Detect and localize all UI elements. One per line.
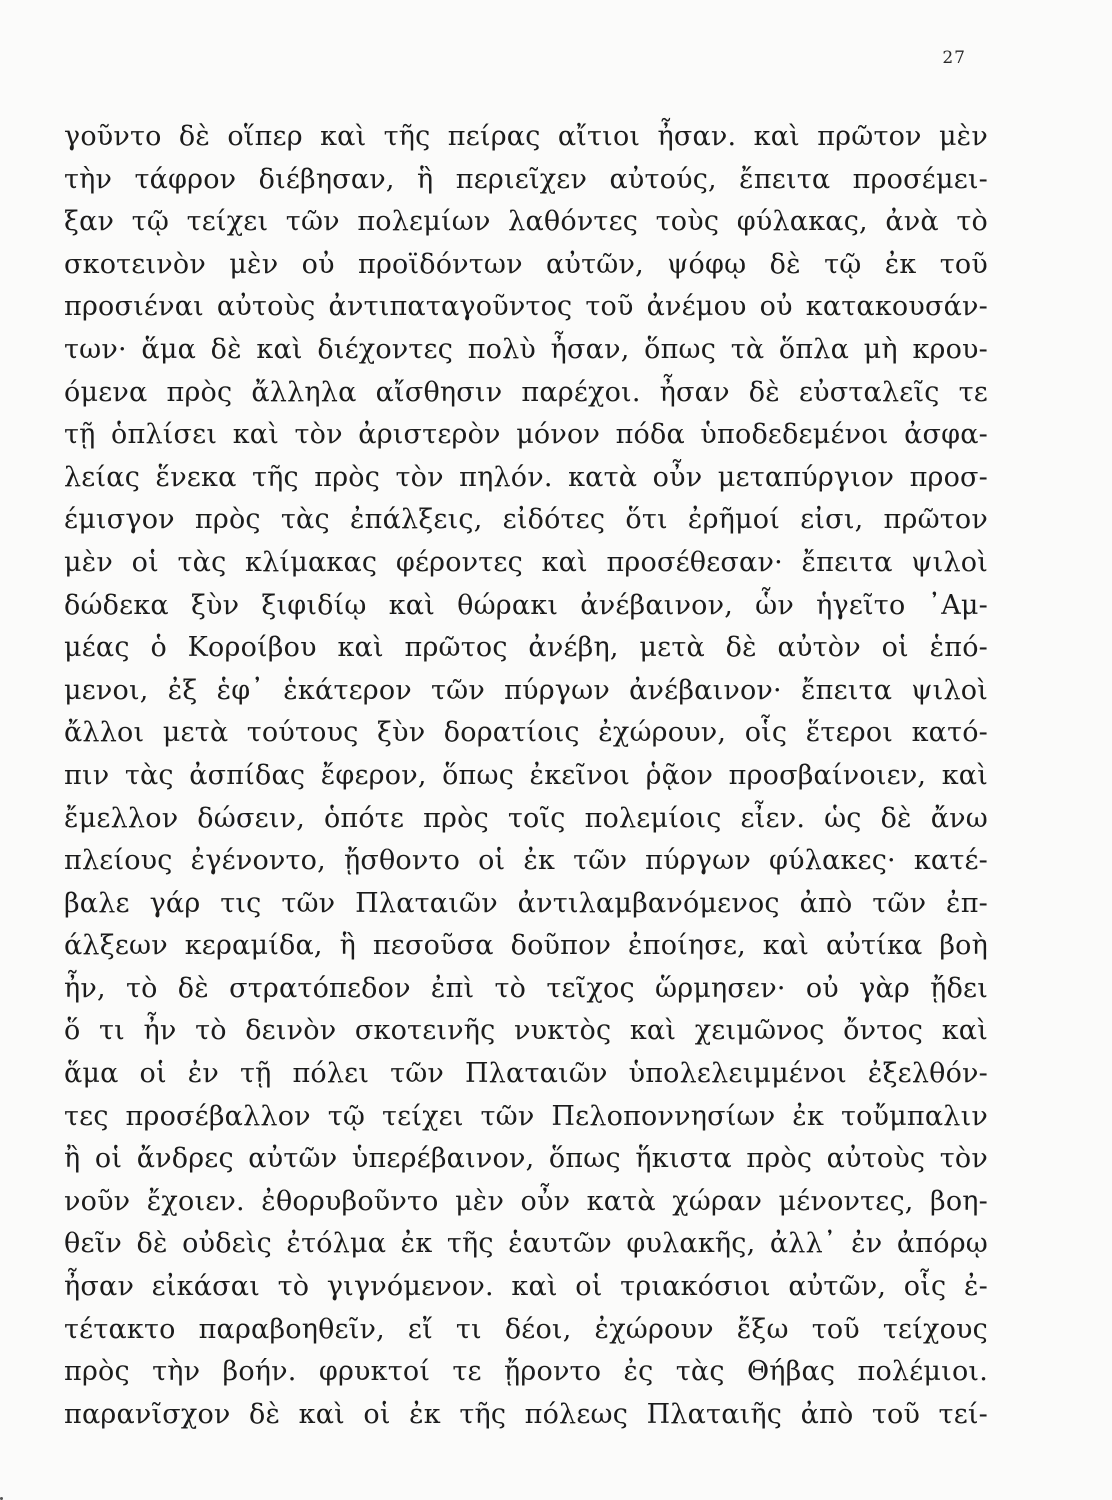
text-line: έμισγον πρὸς τὰς ἐπάλξεις, εἰδότες ὅτι ἐρῆμοί εἰσι, πρῶτον xyxy=(64,504,988,536)
text-line: τες προσέβαλλον τῷ τείχει τῶν Πελοποννησίων ἐκ τοὔμπαλιν xyxy=(64,1100,988,1132)
text-line: θεῖν δὲ οὐδεὶς ἐτόλμα ἐκ τῆς ἑαυτῶν φυλακῆς, ἀλλ᾿ ἐν ἀπόρῳ xyxy=(64,1228,988,1260)
text-line: δώδεκα ξὺν ξιφιδίῳ καὶ θώρακι ἀνέβαινον, ὧν ἡγεῖτο ᾿Αμ- xyxy=(64,589,988,621)
text-line: πλείους ἐγένοντο, ᾔσθοντο οἱ ἐκ τῶν πύργων φύλακες· κατέ- xyxy=(64,845,988,877)
text-line: ξαν τῷ τείχει τῶν πολεμίων λαθόντες τοὺς φύλακας, ἀνὰ τὸ xyxy=(64,206,988,238)
text-line: τέτακτο παραβοηθεῖν, εἴ τι δέοι, ἐχώρουν ἔξω τοῦ τείχους xyxy=(64,1313,988,1345)
text-line: προσιέναι αὐτοὺς ἀντιπαταγοῦντος τοῦ ἀνέμου οὐ κατακουσάν- xyxy=(64,291,988,323)
text-line: πιν τὰς ἀσπίδας ἔφερον, ὅπως ἐκεῖνοι ῥᾷον προσβαίνοιεν, καὶ xyxy=(64,759,988,791)
text-line: πρὸς τὴν βοήν. φρυκτοί τε ᾔροντο ἐς τὰς Θήβας πολέμιοι. xyxy=(64,1356,988,1388)
text-line: ἦσαν εἰκάσαι τὸ γιγνόμενον. καὶ οἱ τριακόσιοι αὐτῶν, οἷς ἐ- xyxy=(64,1271,988,1303)
text-line: νοῦν ἔχοιεν. ἐθορυβοῦντο μὲν οὖν κατὰ χώραν μένοντες, βοη- xyxy=(64,1185,988,1217)
text-line: όμενα πρὸς ἄλληλα αἴσθησιν παρέχοι. ἦσαν δὲ εὐσταλεῖς τε xyxy=(64,376,988,408)
text-line: παρανῖσχον δὲ καὶ οἱ ἐκ τῆς πόλεως Πλαταιῆς ἀπὸ τοῦ τεί- xyxy=(64,1398,988,1430)
text-line: ἅμα οἱ ἐν τῇ πόλει τῶν Πλαταιῶν ὑπολελειμμένοι ἐξελθόν- xyxy=(64,1058,988,1090)
text-line: ὅ τι ἦν τὸ δεινὸν σκοτεινῆς νυκτὸς καὶ χειμῶνος ὄντος καὶ xyxy=(64,1015,988,1047)
text-line: βαλε γάρ τις τῶν Πλαταιῶν ἀντιλαμβανόμενος ἀπὸ τῶν ἐπ- xyxy=(64,887,988,919)
text-line: ἦν, τὸ δὲ στρατόπεδον ἐπὶ τὸ τεῖχος ὥρμησεν· οὐ γὰρ ᾔδει xyxy=(64,972,988,1004)
text-line: των· ἅμα δὲ καὶ διέχοντες πολὺ ἦσαν, ὅπως τὰ ὅπλα μὴ κρου- xyxy=(64,333,988,365)
text-line: γοῦντο δὲ οἵπερ καὶ τῆς πείρας αἴτιοι ἦσαν. καὶ πρῶτον μὲν xyxy=(64,121,988,152)
text-line: μὲν οἱ τὰς κλίμακας φέροντες καὶ προσέθεσαν· ἔπειτα ψιλοὶ xyxy=(64,546,988,578)
text-line: ἄλλοι μετὰ τούτους ξὺν δορατίοις ἐχώρουν, οἷς ἕτεροι κατό- xyxy=(64,717,988,749)
text-line: ἔμελλον δώσειν, ὁπότε πρὸς τοῖς πολεμίοις εἶεν. ὡς δὲ ἄνω xyxy=(64,802,988,834)
text-line: μέας ὁ Κοροίβου καὶ πρῶτος ἀνέβη, μετὰ δὲ αὐτὸν οἱ ἑπό- xyxy=(64,632,988,664)
text-line: άλξεων κεραμίδα, ἣ πεσοῦσα δοῦπον ἐποίησε, καὶ αὐτίκα βοὴ xyxy=(64,930,988,962)
text-line: τὴν τάφρον διέβησαν, ἣ περιεῖχεν αὐτούς, ἔπειτα προσέμει- xyxy=(64,163,988,195)
text-line: μενοι, ἐξ ἑφ᾿ ἑκάτερον τῶν πύργων ἀνέβαινον· ἔπειτα ψιλοὶ xyxy=(64,674,988,706)
body-text xyxy=(64,116,988,1436)
text-line: σκοτεινὸν μὲν οὐ προϊδόντων αὐτῶν, ψόφῳ δὲ τῷ ἐκ τοῦ xyxy=(64,248,988,280)
text-line: τῇ ὁπλίσει καὶ τὸν ἀριστερὸν μόνον πόδα ὑποδεδεμένοι ἀσφα- xyxy=(64,419,988,451)
page-number: 27 xyxy=(942,48,966,68)
text-line: λείας ἕνεκα τῆς πρὸς τὸν πηλόν. κατὰ οὖν μεταπύργιον προσ- xyxy=(64,461,988,493)
text-line: ἢ οἱ ἄνδρες αὐτῶν ὑπερέβαινον, ὅπως ἥκιστα πρὸς αὐτοὺς τὸν xyxy=(64,1143,988,1175)
